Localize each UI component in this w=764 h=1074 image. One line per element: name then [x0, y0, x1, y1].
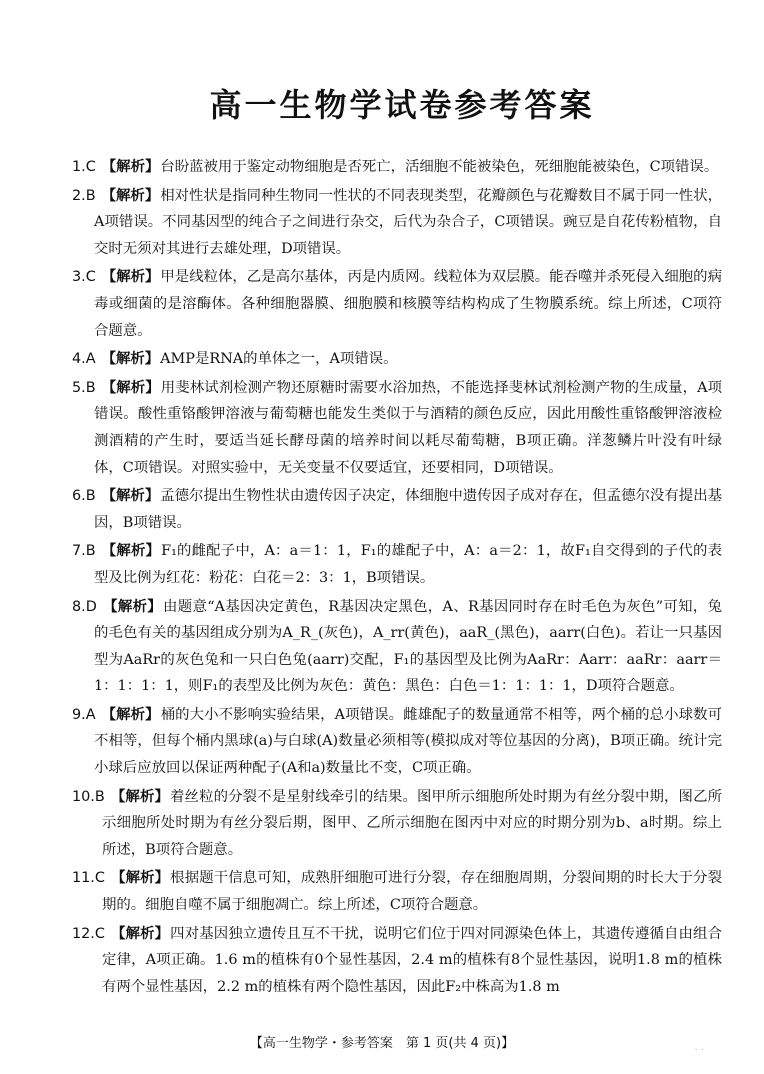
answer-text: 着丝粒的分裂不是星射线牵引的结果。图甲所示细胞所处时期为有丝分裂中期，图乙所示细胞所处时期为有丝分裂后期，图甲、乙所示细胞在图丙中对应的时期分别为b、a时期。综上所述，B项符合题意。 — [102, 788, 722, 858]
page-footer: 【高一生物学・参考答案 第 1 页(共 4 页)】 — [249, 1036, 515, 1051]
answer-number: 10.B — [72, 788, 105, 805]
analysis-tag: 【解析】 — [110, 788, 170, 805]
analysis-tag: 【解析】 — [101, 269, 160, 286]
answer-item — [72, 921, 722, 1001]
analysis-tag: 【解析】 — [102, 598, 163, 615]
answer-item — [72, 483, 722, 536]
answer-text: 用斐林试剂检测产物还原糖时需要水浴加热，不能选择斐林试剂检测产物的生成量，A项错误。酸性重铬酸钾溶液与葡萄糖也能发生类似于与酒精的颜色反应，因此用酸性重铬酸钾溶液检测酒精的产生时，要适当延长酵母菌的培养时间以耗尽葡萄糖，B项正确。洋葱鳞片叶没有叶绿体，C项错误。对照实验中，无关变量不仅要适宜，还要相同，D项错误。 — [94, 379, 722, 476]
scan-mark: . . — [694, 1042, 704, 1053]
answer-item — [72, 702, 722, 782]
answer-text: 根据题干信息可知，成熟肝细胞可进行分裂，存在细胞周期，分裂间期的时长大于分裂期的。细胞自噬不属于细胞凋亡。综上所述，C项符合题意。 — [102, 870, 722, 914]
answer-text: 相对性状是指同种生物同一性状的不同表现类型，花瓣颜色与花瓣数目不属于同一性状，A项错误。不同基因型的纯合子之间进行杂交，后代为杂合子，C项错误。豌豆是自花传粉植物，自交时无须对其进行去雄处理，D项错误。 — [94, 187, 722, 257]
analysis-tag: 【解析】 — [110, 870, 170, 887]
answer-number: 7.B — [72, 543, 96, 560]
analysis-tag: 【解析】 — [101, 706, 160, 723]
analysis-tag: 【解析】 — [101, 187, 160, 204]
page-title: 高一生物学试卷参考答案 — [209, 86, 595, 124]
analysis-tag: 【解析】 — [110, 925, 170, 942]
answer-item — [72, 375, 722, 481]
analysis-tag: 【解析】 — [101, 159, 160, 175]
answer-text: 孟德尔提出生物性状由遗传因子决定，体细胞中遗传因子成对存在，但孟德尔没有提出基因，B项错误。 — [94, 488, 722, 531]
answer-item — [72, 594, 722, 700]
answer-number: 8.D — [72, 598, 97, 615]
answer-text: F₁的雌配子中，A：a＝1：1，F₁的雄配子中，A：a＝2：1，故F₁自交得到的子代的表型及比例为红花：粉花：白花＝2：3：1，B项错误。 — [94, 543, 722, 586]
analysis-tag: 【解析】 — [101, 379, 160, 396]
answer-item — [72, 784, 722, 864]
answer-text: 甲是线粒体，乙是高尔基体，丙是内质网。线粒体为双层膜。能吞噬并杀死侵入细胞的病毒或细菌的是溶酶体。各种细胞器膜、细胞膜和核膜等结构构成了生物膜系统。综上所述，C项符合题意。 — [94, 269, 722, 339]
answer-number: 2.B — [72, 187, 96, 204]
answer-text: AMP是RNA的单体之一，A项错误。 — [160, 351, 398, 368]
answer-text: 四对基因独立遗传且互不干扰，说明它们位于四对同源染色体上，其遗传遵循自由组合定律，A项正确。1.6 m的植株有0个显性基因，2.4 m的植株有8个显性基因，说明1.8 m的植株有两个显性基因，2.2 m的植株有两个隐性基因，因此F₂中株高为1.8 m — [102, 925, 722, 995]
answer-number: 1.C — [72, 159, 96, 175]
answer-number: 5.B — [72, 379, 96, 396]
answer-item — [72, 154, 722, 181]
answer-number: 3.C — [72, 269, 96, 286]
answer-item — [72, 865, 722, 918]
answer-item — [72, 264, 722, 344]
answer-text: 台盼蓝被用于鉴定动物细胞是否死亡，活细胞不能被染色，死细胞能被染色，C项错误。 — [160, 159, 719, 175]
answer-text: 由题意“A基因决定黄色，R基因决定黑色，A、R基因同时存在时毛色为灰色”可知，兔的毛色有关的基因组成分别为A_R_(灰色)，A_rr(黄色)，aaR_(黑色)，aarr(白色)。若让一只基因型为AaRr的灰色兔和一只白色兔(aarr)交配，F₁的基因型及比例为AaRr：Aarr：aaRr：aarr＝1：1：1：1，则F₁的表型及比例为灰色：黄色：黑色：白色＝1：1：1：1，D项符合题意。 — [94, 598, 722, 695]
answer-number: 6.B — [72, 488, 96, 505]
analysis-tag: 【解析】 — [101, 351, 160, 368]
analysis-tag: 【解析】 — [101, 543, 161, 560]
answer-number: 9.A — [72, 706, 96, 723]
answer-item — [72, 538, 722, 591]
answer-number: 11.C — [72, 870, 105, 887]
answer-list — [72, 154, 722, 1000]
answer-number: 12.C — [72, 925, 105, 942]
answer-item — [72, 183, 722, 263]
answer-item — [72, 346, 722, 373]
analysis-tag: 【解析】 — [101, 488, 160, 505]
answer-text: 桶的大小不影响实验结果，A项错误。雌雄配子的数量通常不相等，两个桶的总小球数可不相等，但每个桶内黑球(a)与白球(A)数量必须相等(模拟成对等位基因的分离)，B项正确。统计完小球后应放回以保证两种配子(A和a)数量比不变，C项正确。 — [94, 706, 722, 777]
answer-number: 4.A — [72, 351, 96, 368]
